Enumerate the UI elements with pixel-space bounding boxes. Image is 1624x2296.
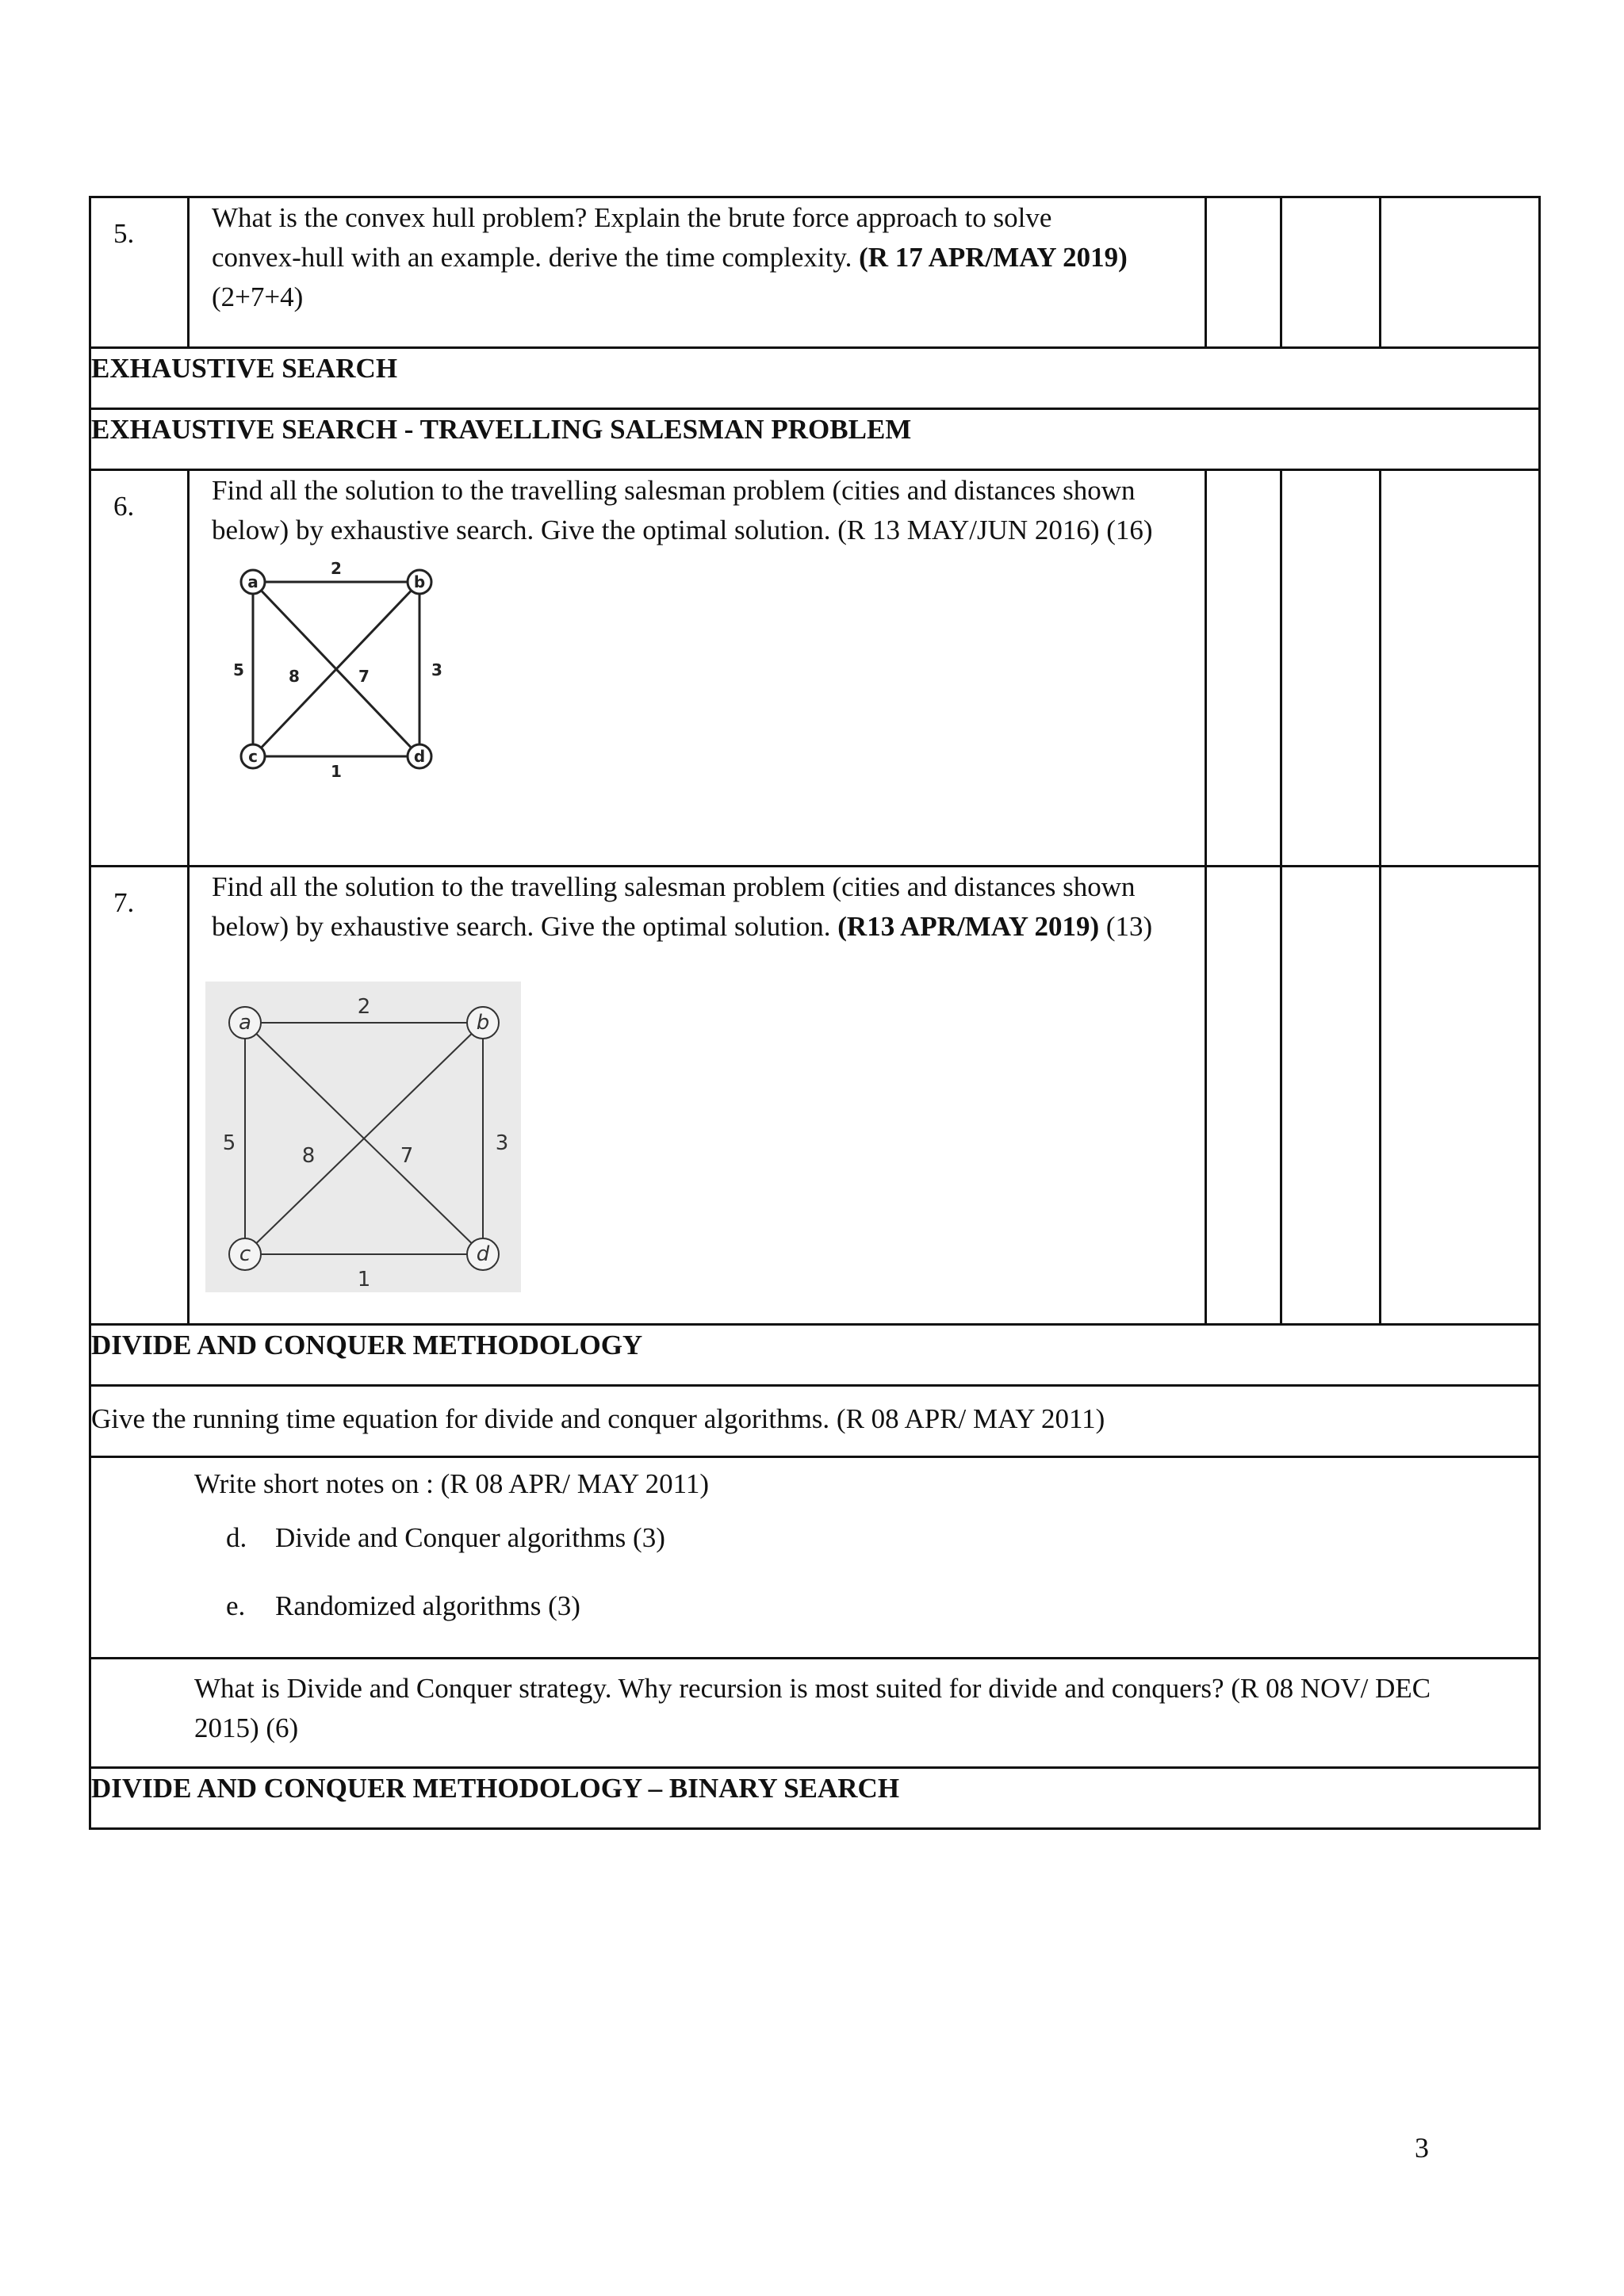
blank-cell bbox=[1281, 197, 1381, 348]
question-text-line: convex-hull with an example. derive the time complexity. bbox=[212, 242, 852, 273]
question-row bbox=[90, 1386, 1540, 1457]
sub-question-list bbox=[91, 1504, 1538, 1640]
tsp-graph-figure bbox=[205, 550, 475, 780]
sub-question-item bbox=[226, 1572, 1538, 1640]
question-text-line: 2015) (6) bbox=[194, 1712, 299, 1743]
edge-weight: 3 bbox=[495, 1131, 509, 1155]
question-row-7 bbox=[90, 867, 1540, 1325]
edge-weight: 2 bbox=[331, 559, 342, 578]
exam-reference: (R13 APR/MAY 2019) bbox=[837, 911, 1100, 942]
blank-cell bbox=[1206, 197, 1281, 348]
question-text-body: Find all the solution to the travelling salesman problem (cities and distances shown below) by exhaustive search. Give the optimal solution. bbox=[212, 871, 1136, 942]
sub-question-text: Divide and Conquer algorithms (3) bbox=[275, 1522, 665, 1553]
section-row bbox=[90, 409, 1540, 470]
question-cell bbox=[90, 1659, 1540, 1768]
question-text bbox=[190, 867, 1205, 947]
page-number: 3 bbox=[1415, 2132, 1429, 2164]
question-text-cell bbox=[189, 867, 1206, 1325]
edge-weight: 7 bbox=[358, 667, 370, 686]
blank-cell bbox=[1381, 867, 1540, 1325]
question-table bbox=[89, 196, 1541, 1830]
sub-question-text: Randomized algorithms (3) bbox=[275, 1590, 580, 1621]
section-heading: DIVIDE AND CONQUER METHODOLOGY – BINARY SEARCH bbox=[90, 1768, 1540, 1829]
node-label: b bbox=[476, 1011, 490, 1035]
sub-question-item bbox=[226, 1504, 1538, 1572]
question-text-line: What is Divide and Conquer strategy. Why recursion is most suited for divide and conquers? (R 08 NOV/ DEC bbox=[194, 1673, 1431, 1704]
section-heading: EXHAUSTIVE SEARCH bbox=[90, 348, 1540, 409]
marks-allocation: (2+7+4) bbox=[212, 281, 304, 312]
question-number: 7. bbox=[113, 887, 135, 918]
question-row-6 bbox=[90, 470, 1540, 867]
marks-allocation: (13) bbox=[1105, 911, 1153, 942]
question-text: Write short notes on : (R 08 APR/ MAY 2011) bbox=[194, 1468, 710, 1499]
edge-weight: 8 bbox=[289, 667, 300, 686]
edge-weight: 1 bbox=[357, 1268, 371, 1292]
node-label: c bbox=[239, 1242, 251, 1266]
section-heading: EXHAUSTIVE SEARCH - TRAVELLING SALESMAN PROBLEM bbox=[90, 409, 1540, 470]
blank-cell bbox=[1281, 867, 1381, 1325]
question-number-cell bbox=[90, 197, 189, 348]
edge-weight: 1 bbox=[331, 762, 342, 780]
blank-cell bbox=[1206, 470, 1281, 867]
section-row bbox=[90, 1325, 1540, 1386]
node-label: d bbox=[476, 1242, 490, 1266]
edge-weight: 5 bbox=[233, 660, 244, 679]
blank-cell bbox=[1381, 197, 1540, 348]
question-text-cell bbox=[189, 470, 1206, 867]
question-text bbox=[190, 198, 1205, 317]
question-row bbox=[90, 1457, 1540, 1659]
question-number: 5. bbox=[113, 218, 135, 249]
blank-cell bbox=[1281, 470, 1381, 867]
node-label: a bbox=[239, 1011, 251, 1035]
node-label: c bbox=[248, 747, 258, 766]
question-row-5 bbox=[90, 197, 1540, 348]
section-row bbox=[90, 1768, 1540, 1829]
question-cell bbox=[90, 1386, 1540, 1457]
question-text-line: What is the convex hull problem? Explain the brute force approach to solve bbox=[212, 202, 1052, 233]
edge-weight: 3 bbox=[431, 660, 442, 679]
question-text-cell bbox=[189, 197, 1206, 348]
section-heading: DIVIDE AND CONQUER METHODOLOGY bbox=[90, 1325, 1540, 1386]
edge-weight: 7 bbox=[400, 1144, 414, 1168]
list-marker: e. bbox=[226, 1590, 246, 1621]
question-text: Give the running time equation for divide and conquer algorithms. (R 08 APR/ MAY 2011) bbox=[91, 1403, 1105, 1434]
question-number-cell bbox=[90, 470, 189, 867]
section-row bbox=[90, 348, 1540, 409]
question-row bbox=[90, 1659, 1540, 1768]
node-label: d bbox=[413, 747, 426, 766]
node-label: a bbox=[247, 572, 259, 591]
tsp-graph-figure bbox=[205, 982, 521, 1292]
blank-cell bbox=[1381, 470, 1540, 867]
list-marker: d. bbox=[226, 1522, 247, 1553]
question-number-cell bbox=[90, 867, 189, 1325]
exam-reference: (R 17 APR/MAY 2019) bbox=[859, 242, 1128, 273]
blank-cell bbox=[1206, 867, 1281, 1325]
question-number: 6. bbox=[113, 491, 135, 522]
question-cell bbox=[90, 1457, 1540, 1659]
edge-weight: 8 bbox=[301, 1144, 316, 1168]
edge-weight: 5 bbox=[222, 1131, 236, 1155]
edge-weight: 2 bbox=[357, 995, 371, 1019]
question-text: Find all the solution to the travelling salesman problem (cities and distances shown below) by exhaustive search. Give the optimal solution. (R 13 MAY/JUN 2016) (16) bbox=[212, 475, 1153, 545]
node-label: b bbox=[413, 572, 426, 591]
